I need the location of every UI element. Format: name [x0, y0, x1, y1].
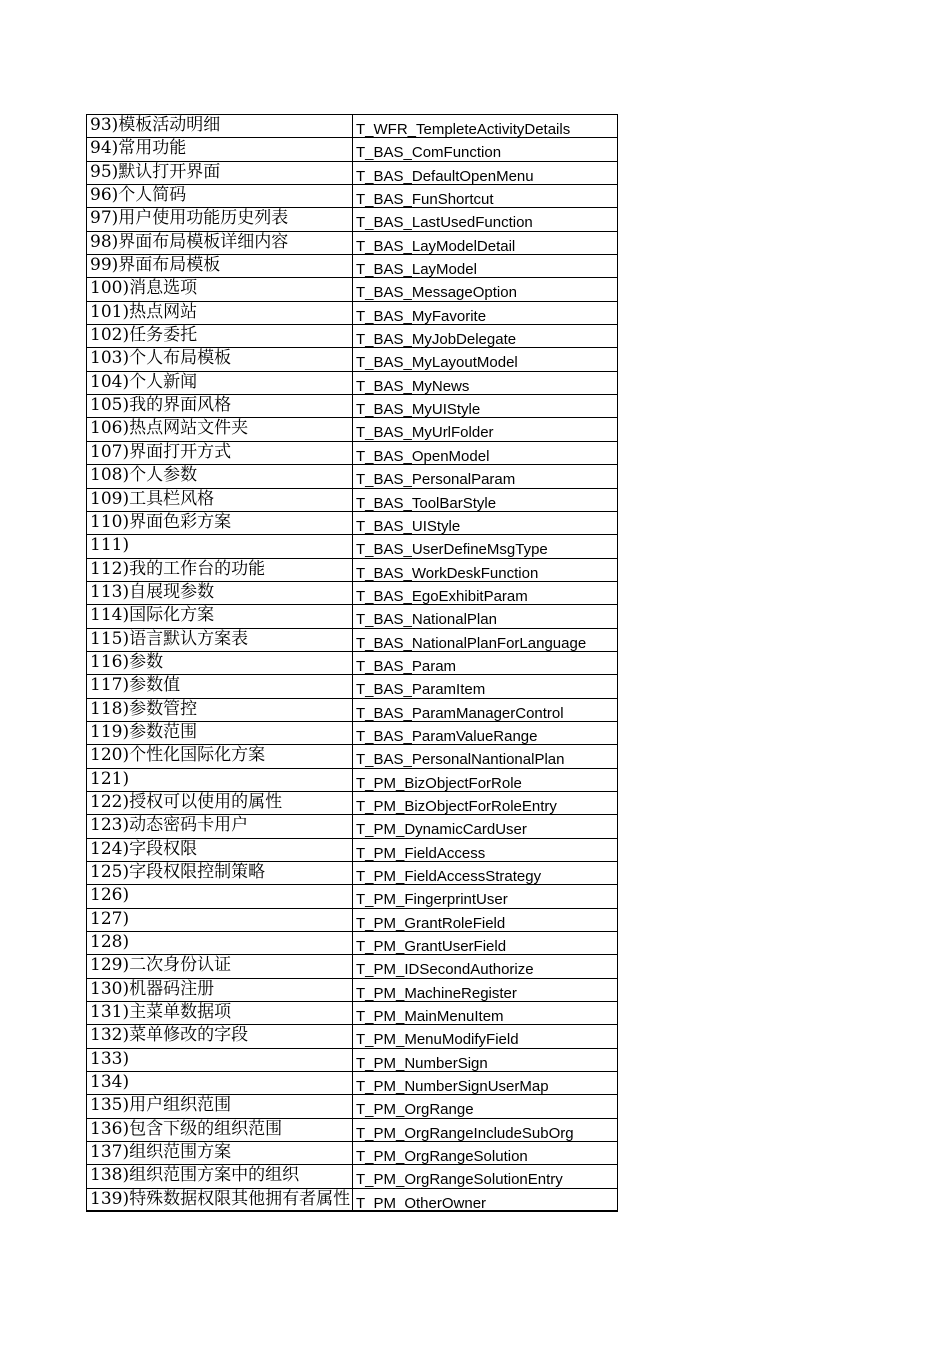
- table-name-cell: T_BAS_MyFavorite: [356, 307, 487, 325]
- table-row: [87, 302, 617, 325]
- table-name-cell: T_BAS_ParamValueRange: [356, 727, 538, 745]
- entity-name-cell: 139)特殊数据权限其他拥有者属性: [87, 1189, 353, 1210]
- entity-name-cell: 110)界面色彩方案: [87, 512, 353, 534]
- table-row: [87, 395, 617, 418]
- entity-name-cell: 126): [87, 885, 353, 907]
- table-row: [87, 815, 617, 838]
- table-name-cell: T_BAS_LayModelDetail: [356, 237, 516, 255]
- table-name-cell: T_PM_FieldAccessStrategy: [356, 868, 542, 885]
- table-name-cell: T_PM_NumberSignUserMap: [356, 1078, 549, 1095]
- table-name-cell: T_PM_MachineRegister: [356, 984, 517, 1002]
- entity-name-cell: 96)个人简码: [87, 185, 353, 207]
- table-name-cell: T_BAS_DefaultOpenMenu: [356, 167, 534, 185]
- entity-name-cell: 97)用户使用功能历史列表: [87, 208, 353, 230]
- table-row: [87, 162, 617, 185]
- table-name-cell: T_BAS_LastUsedFunction: [356, 214, 533, 231]
- table-row: [87, 138, 617, 161]
- table-name-cell: T_PM_GrantRoleField: [356, 914, 506, 932]
- table-row: [87, 535, 617, 558]
- entity-name-cell: 98)界面布局模板详细内容: [87, 232, 353, 254]
- entity-name-cell: 101)热点网站: [87, 302, 353, 324]
- entity-name-cell: 99)界面布局模板: [87, 255, 353, 277]
- entity-name-cell: 125)字段权限控制策略: [87, 862, 353, 884]
- entity-name-cell: 130)机器码注册: [87, 979, 353, 1001]
- table-name-cell: T_BAS_PersonalParam: [356, 471, 516, 488]
- table-row: [87, 862, 617, 885]
- table-row: [87, 885, 617, 908]
- table-row: [87, 559, 617, 582]
- entity-name-cell: 128): [87, 932, 353, 954]
- table-name-cell: T_BAS_OpenModel: [356, 447, 490, 465]
- table-name-cell: T_BAS_MyLayoutModel: [356, 354, 518, 371]
- table-row: [87, 465, 617, 488]
- table-name-cell: T_PM_MenuModifyField: [356, 1031, 519, 1048]
- table-row: [87, 722, 617, 745]
- table-name-cell: T_BAS_LayModel: [356, 261, 477, 278]
- table-row: [87, 1025, 617, 1048]
- table-name-cell: T_PM_GrantUserField: [356, 938, 507, 955]
- entity-name-cell: 117)参数值: [87, 675, 353, 697]
- table-name-cell: T_BAS_UIStyle: [356, 517, 461, 535]
- table-name-cell: T_PM_OrgRangeSolutionEntry: [356, 1171, 563, 1188]
- table-name-cell: T_PM_OrgRangeSolution: [356, 1148, 528, 1165]
- table-name-cell: T_BAS_ParamManagerControl: [356, 704, 564, 721]
- table-name-cell: T_PM_FingerprintUser: [356, 891, 508, 908]
- table-row: [87, 979, 617, 1002]
- table-row: [87, 652, 617, 675]
- entity-name-cell: 104)个人新闻: [87, 372, 353, 394]
- table-name-cell: T_BAS_MyJobDelegate: [356, 331, 517, 348]
- table-row: [87, 325, 617, 348]
- entity-name-cell: 93)模板活动明细: [87, 115, 353, 137]
- entity-name-cell: 119)参数范围: [87, 722, 353, 744]
- table-row: [87, 208, 617, 231]
- table-row: [87, 255, 617, 278]
- table-name-cell: T_BAS_Param: [356, 657, 457, 675]
- table-row: [87, 442, 617, 465]
- entity-name-cell: 135)用户组织范围: [87, 1095, 353, 1117]
- table-row: [87, 1095, 617, 1118]
- entity-name-cell: 136)包含下级的组织范围: [87, 1119, 353, 1141]
- entity-name-cell: 115)语言默认方案表: [87, 629, 353, 651]
- table-row: [87, 932, 617, 955]
- table-row: [87, 699, 617, 722]
- table-name-cell: T_PM_BizObjectForRole: [356, 774, 522, 791]
- table-name-cell: T_BAS_NationalPlanForLanguage: [356, 634, 587, 651]
- table-row: [87, 675, 617, 698]
- entity-name-cell: 116)参数: [87, 652, 353, 674]
- table-name-cell: T_BAS_FunShortcut: [356, 191, 494, 208]
- table-row: [87, 232, 617, 255]
- entity-name-cell: 114)国际化方案: [87, 605, 353, 627]
- entity-name-cell: 122)授权可以使用的属性: [87, 792, 353, 814]
- table-name-cell: T_BAS_MyUrlFolder: [356, 424, 494, 441]
- table-name-cell: T_BAS_MyUIStyle: [356, 401, 481, 418]
- entity-name-cell: 108)个人参数: [87, 465, 353, 487]
- table-row: [87, 629, 617, 652]
- entity-name-cell: 127): [87, 909, 353, 931]
- table-row: [87, 372, 617, 395]
- entity-name-cell: 112)我的工作台的功能: [87, 559, 353, 581]
- table-row: [87, 605, 617, 628]
- table-name-cell: T_BAS_EgoExhibitParam: [356, 587, 528, 605]
- table-row: [87, 839, 617, 862]
- entity-name-cell: 111): [87, 535, 353, 557]
- table-row: [87, 792, 617, 815]
- entity-name-cell: 102)任务委托: [87, 325, 353, 347]
- table-name-cell: T_PM_NumberSign: [356, 1054, 488, 1072]
- table-row: [87, 955, 617, 978]
- table-row: [87, 1189, 617, 1212]
- table-row: [87, 745, 617, 768]
- table-name-cell: T_BAS_PersonalNantionalPlan: [356, 751, 565, 768]
- entity-name-cell: 123)动态密码卡用户: [87, 815, 353, 837]
- entity-name-cell: 131)主菜单数据项: [87, 1002, 353, 1024]
- entity-name-cell: 106)热点网站文件夹: [87, 418, 353, 440]
- table-row: [87, 489, 617, 512]
- entity-name-cell: 124)字段权限: [87, 839, 353, 861]
- table-row: [87, 278, 617, 301]
- table-row: [87, 1049, 617, 1072]
- table-name-cell: T_PM_FieldAccess: [356, 844, 486, 861]
- table-row: [87, 1002, 617, 1025]
- table-row: [87, 769, 617, 792]
- entity-name-cell: 95)默认打开界面: [87, 162, 353, 184]
- table-name-cell: T_WFR_TempleteActivityDetails: [356, 121, 571, 138]
- table-row: [87, 1072, 617, 1095]
- table-row: [87, 185, 617, 208]
- table-name-cell: T_PM_MainMenuItem: [356, 1008, 504, 1025]
- entity-name-cell: 113)自展现参数: [87, 582, 353, 604]
- table-name-cell: T_BAS_ParamItem: [356, 681, 486, 698]
- table-row: [87, 1165, 617, 1188]
- entity-name-cell: 103)个人布局模板: [87, 348, 353, 370]
- table-mapping-sheet: [86, 114, 618, 1212]
- table-name-cell: T_PM_OrgRange: [356, 1101, 474, 1118]
- table-name-cell: T_BAS_NationalPlan: [356, 611, 497, 628]
- table-name-cell: T_BAS_WorkDeskFunction: [356, 564, 539, 581]
- table-row: [87, 348, 617, 371]
- table-name-cell: T_BAS_MyNews: [356, 377, 470, 395]
- entity-name-cell: 137)组织范围方案: [87, 1142, 353, 1164]
- table-row: [87, 582, 617, 605]
- table-name-cell: T_BAS_ToolBarStyle: [356, 494, 497, 511]
- table-name-cell: T_BAS_MessageOption: [356, 284, 517, 301]
- entity-name-cell: 132)菜单修改的字段: [87, 1025, 353, 1047]
- entity-name-cell: 129)二次身份认证: [87, 955, 353, 977]
- table-name-cell: T_BAS_ComFunction: [356, 144, 502, 161]
- entity-name-cell: 120)个性化国际化方案: [87, 745, 353, 767]
- table-name-cell: T_PM_DynamicCardUser: [356, 821, 527, 838]
- entity-name-cell: 138)组织范围方案中的组织: [87, 1165, 353, 1187]
- table-name-cell: T_PM_OrgRangeIncludeSubOrg: [356, 1124, 574, 1142]
- entity-name-cell: 100)消息选项: [87, 278, 353, 300]
- table-row: [87, 512, 617, 535]
- table-name-cell: T_PM_OtherOwner: [356, 1194, 487, 1211]
- table-name-cell: T_PM_IDSecondAuthorize: [356, 961, 534, 978]
- entity-name-cell: 133): [87, 1049, 353, 1071]
- entity-name-cell: 109)工具栏风格: [87, 489, 353, 511]
- entity-name-cell: 118)参数管控: [87, 699, 353, 721]
- table-row: [87, 418, 617, 441]
- entity-name-cell: 107)界面打开方式: [87, 442, 353, 464]
- table-row: [87, 909, 617, 932]
- table-row: [87, 115, 617, 138]
- table-name-cell: T_PM_BizObjectForRoleEntry: [356, 797, 557, 815]
- table-name-cell: T_BAS_UserDefineMsgType: [356, 541, 548, 558]
- entity-name-cell: 94)常用功能: [87, 138, 353, 160]
- table-row: [87, 1142, 617, 1165]
- entity-name-cell: 105)我的界面风格: [87, 395, 353, 417]
- entity-name-cell: 121): [87, 769, 353, 791]
- entity-name-cell: 134): [87, 1072, 353, 1094]
- table-row: [87, 1119, 617, 1142]
